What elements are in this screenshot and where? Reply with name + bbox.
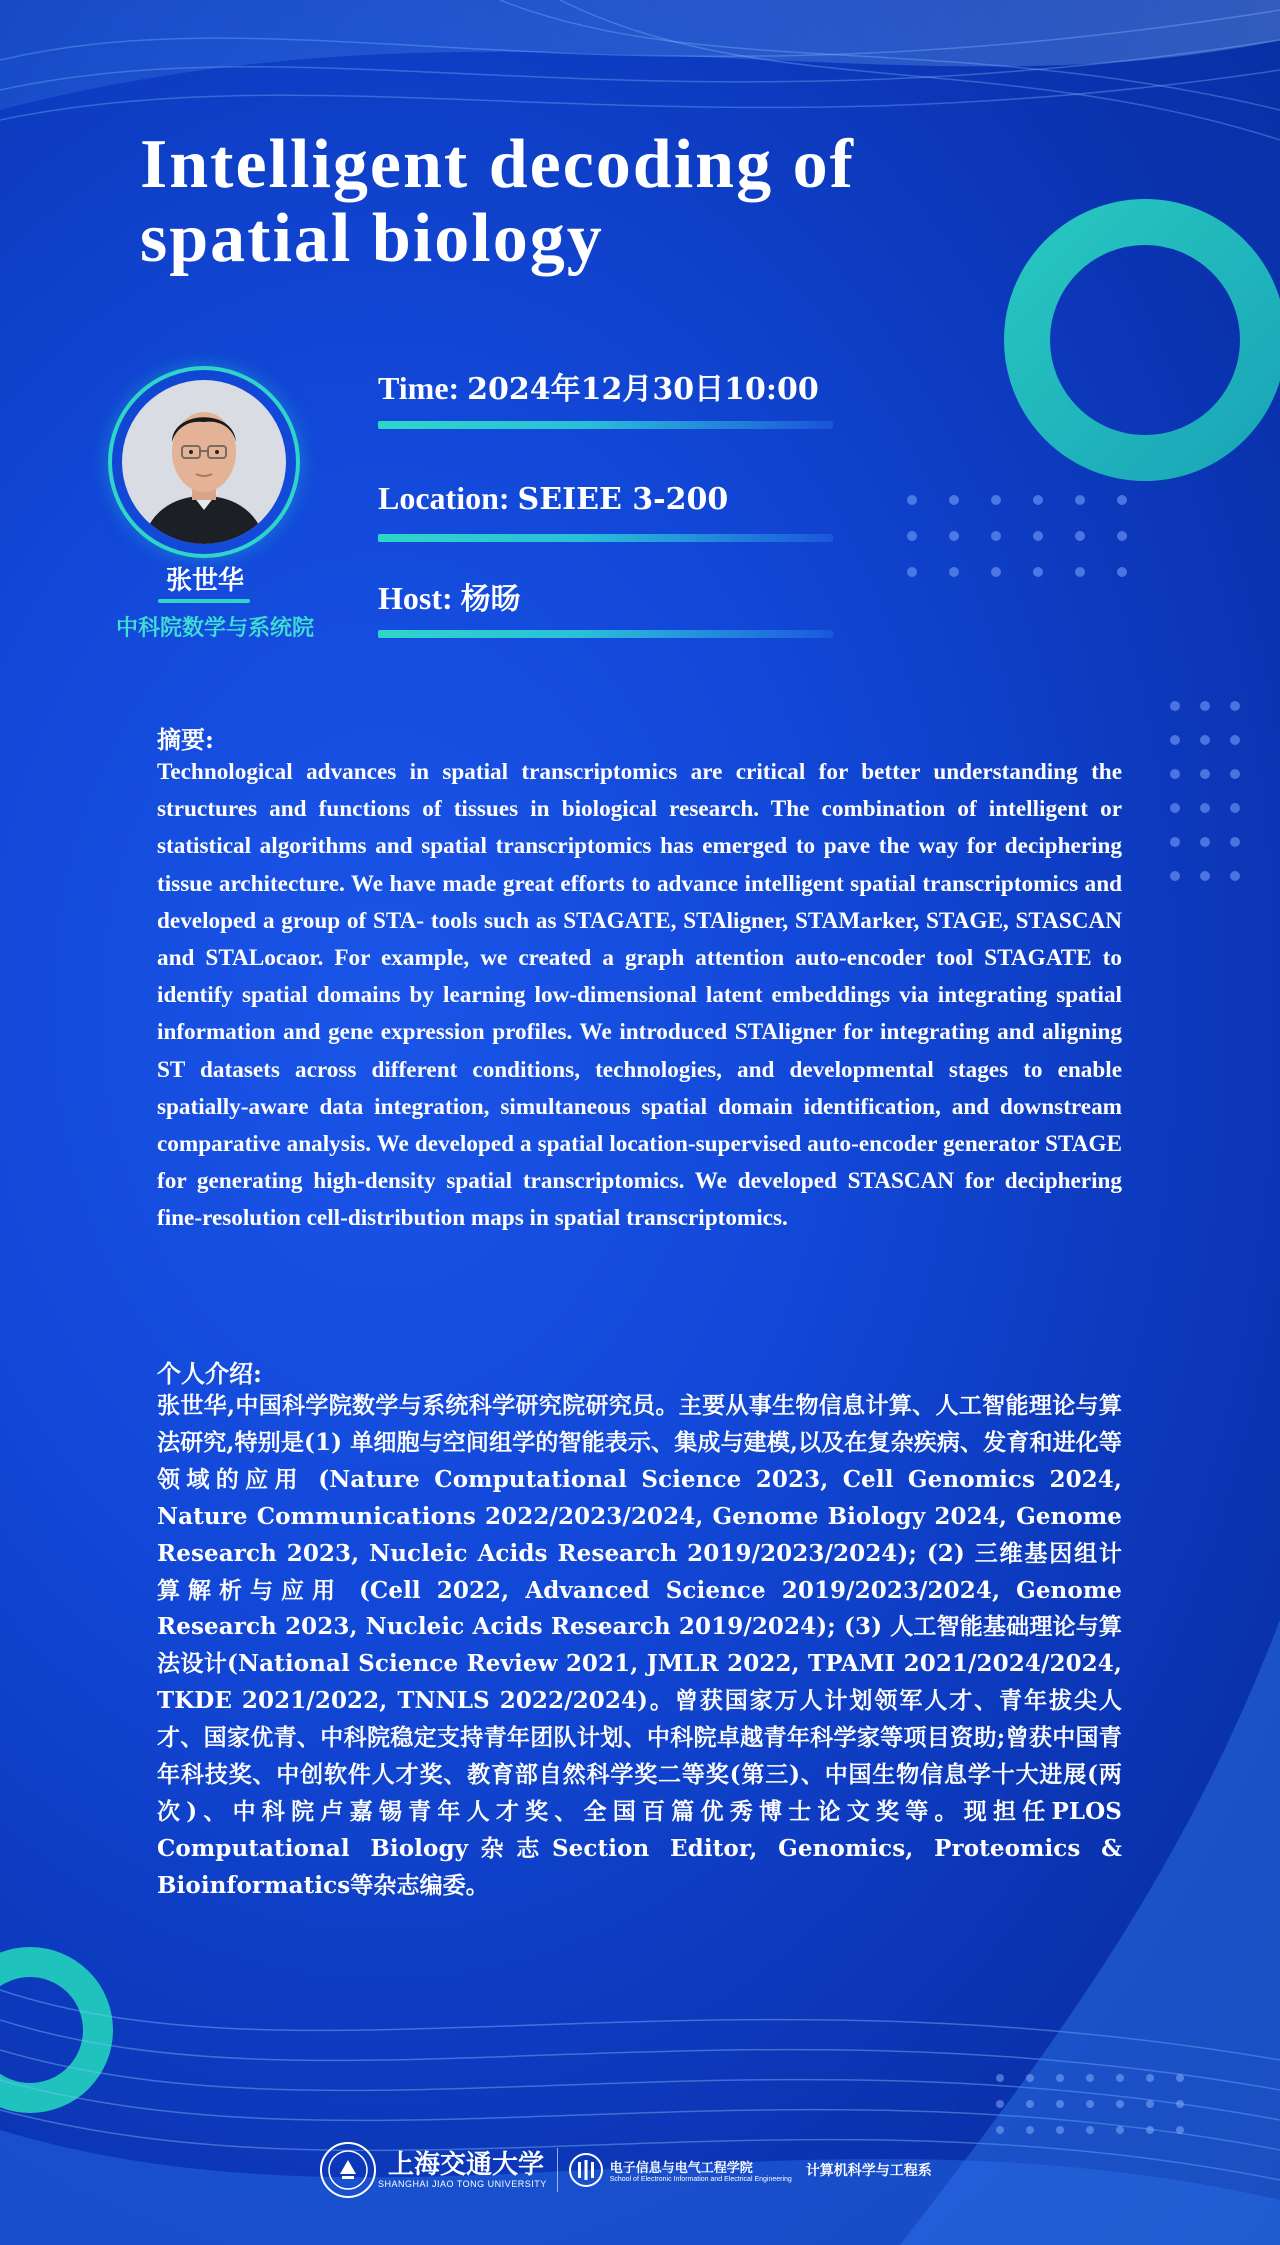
speaker-name-underline xyxy=(158,599,250,603)
dot-grid-right xyxy=(1170,701,1240,881)
speaker-name: 张世华 xyxy=(165,566,244,596)
host-value: 杨旸 xyxy=(460,582,521,617)
host-label: Host: xyxy=(378,580,453,616)
dot-grid-upper xyxy=(907,495,1127,577)
speaker-avatar xyxy=(108,366,300,558)
speaker-portrait-icon xyxy=(122,380,286,544)
sjtu-seal-icon xyxy=(318,2140,378,2200)
title-line-2: spatial biology xyxy=(140,200,604,277)
speaker-affiliation: 中科院数学与系统院 xyxy=(115,615,314,641)
location-underline xyxy=(378,534,833,542)
bio-text: 张世华,中国科学院数学与系统科学研究院研究员。主要从事生物信息计算、人工智能理论与算法研究,特别是(1) 单细胞与空间组学的智能表示、集成与建模,以及在复杂疾病、发育和进化等领域的应用 (Nature Computational Science 2023, Cell Genomics 2024, Nature Communications 2022/2023/2024, Genome Biology 2024, Genome Research 2023, Nucleic Acids Research 2019/2023/2024); (2) 三维基因组计算解析与应用 (Cell 2022, Advanced Science 2019/2023/2024, Genome Research 2023, Nucleic Acids Research 2019/2024); (3) 人工智能基础理论与算法设计(National Science Review 2021, JMLR 2022, TPAMI 2021/2024/2024, TKDE 2021/2022, TNNLS 2022/2024)。曾获国家万人计划领军人才、青年拔尖人才、国家优青、中科院稳定支持青年团队计划、中科院卓越青年科学家等项目资助;曾获中国青年科技奖、中创软件人才奖、教育部自然科学奖二等奖(第三)、中国生物信息学十大进展(两次)、中科院卢嘉锡青年人才奖、全国百篇优秀博士论文奖等。现担任PLOS Computational Biology杂志Section Editor, Genomics, Proteomics & Bioinformatics等杂志编委。 xyxy=(157,1392,1122,1899)
location-label: Location: xyxy=(378,480,510,516)
decor-ring-left xyxy=(0,1962,98,2098)
time-row xyxy=(378,364,819,408)
seiee-logo-icon xyxy=(568,2152,604,2188)
time-underline xyxy=(378,421,833,429)
footer-logos xyxy=(318,2140,932,2200)
location-row xyxy=(378,480,728,517)
title-line-1: Intelligent decoding of xyxy=(140,126,855,203)
bio-heading: 个人介绍: xyxy=(157,1359,262,1388)
decor-ring-right xyxy=(1027,222,1263,458)
footer-divider xyxy=(557,2148,558,2192)
school-name-en: School of Electronic Information and Electrical Engineering xyxy=(609,2176,792,2183)
school-name-cn: 电子信息与电气工程学院 xyxy=(609,2161,753,2176)
location-value: SEIEE 3-200 xyxy=(517,482,729,517)
abstract-text: Technological advances in spatial transcriptomics are critical for better understanding the structures and functions of tissues in biological research. The combination of intelligent or statistical algorithms and spatial transcriptomics has emerged to pave the way for deciphering tissue architecture. We have made great efforts to advance intelligent spatial transcriptomics and developed a group of STA- tools such as STAGATE, STAligner, STAMarker, STAGE, STASCAN and STALocaor. For example, we created a graph attention auto-encoder tool STAGATE to identify spatial domains by learning low-dimensional latent embeddings via integrating spatial information and gene expression profiles. We introduced STAligner for integrating and aligning ST datasets across different conditions, technologies, and developmental stages to enable spatially-aware data integration, simultaneous spatial domain identification, and downstream comparative analysis. We developed a spatial location-supervised auto-encoder generator STAGE for generating high-density spatial transcriptomics. We developed STASCAN for deciphering fine-resolution cell-distribution maps in spatial transcriptomics. xyxy=(157,759,1122,1232)
university-name-cn: 上海交通大学 xyxy=(388,2150,545,2180)
poster-title xyxy=(140,128,1040,276)
university-name-en: SHANGHAI JIAO TONG UNIVERSITY xyxy=(378,2179,547,2189)
time-value: 2024年12月30日10:00 xyxy=(467,372,819,407)
host-row xyxy=(378,574,521,618)
abstract-heading: 摘要: xyxy=(157,725,214,754)
host-underline xyxy=(378,630,833,638)
department-name: 计算机科学与工程系 xyxy=(805,2163,932,2179)
time-label: Time: xyxy=(378,370,460,406)
